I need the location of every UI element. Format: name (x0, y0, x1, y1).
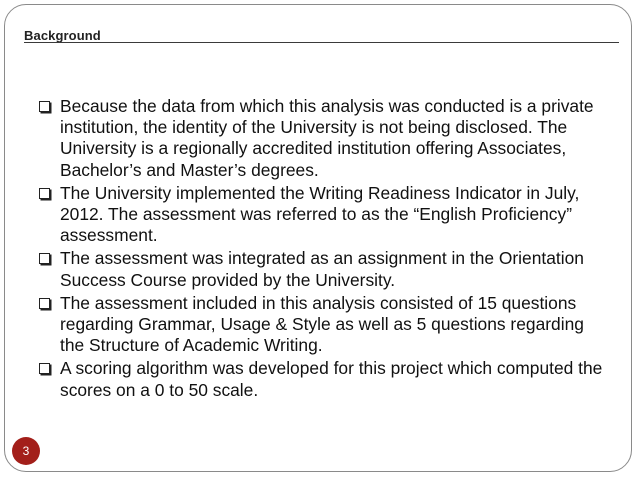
bullet-item (36, 183, 606, 247)
bullet-item (36, 358, 606, 400)
bullet-text: A scoring algorithm was developed for this project which computed the scores on a 0 to 50 scale. (60, 358, 603, 400)
bullet-text: The assessment was integrated as an assignment in the Orientation Success Course provided by the University. (60, 248, 584, 290)
checkbox-bullet-icon (39, 298, 50, 309)
checkbox-bullet-icon (39, 253, 50, 264)
bullet-item (36, 96, 606, 181)
page-number-badge (12, 437, 40, 465)
checkbox-bullet-icon (39, 188, 50, 199)
bullet-list (36, 96, 606, 403)
bullet-item (36, 293, 606, 357)
bullet-text: Because the data from which this analysis was conducted is a private institution, the identity of the University is not being disclosed. The University is a regionally accredited institution offering Associates, Bachelor’s and Master’s degrees. (60, 96, 594, 180)
bullet-text: The University implemented the Writing Readiness Indicator in July, 2012. The assessment was referred to as the “English Proficiency” assessment. (60, 182, 580, 246)
title-divider (24, 42, 619, 43)
bullet-text: The assessment included in this analysis consisted of 15 questions regarding Grammar, Usage & Style as well as 5 questions regarding the Structure of Academic Writing. (60, 292, 584, 356)
slide-title: Background (24, 28, 101, 43)
checkbox-bullet-icon (39, 101, 50, 112)
bullet-item (36, 248, 606, 290)
page-number: 3 (22, 444, 30, 458)
checkbox-bullet-icon (39, 363, 50, 374)
